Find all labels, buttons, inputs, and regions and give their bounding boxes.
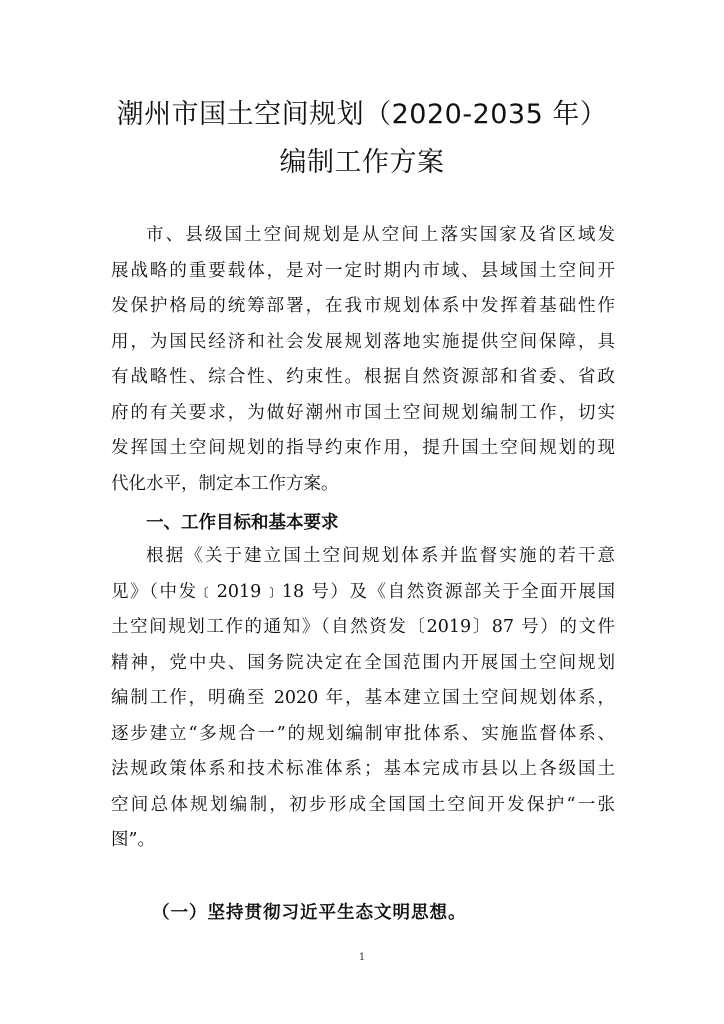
paragraph-line: 发挥国土空间规划的指导约束作用，提升国土空间规划的现 bbox=[111, 438, 615, 458]
paragraph-line: 市、县级国土空间规划是从空间上落实国家及省区域发 bbox=[146, 225, 615, 245]
paragraph-line: 发保护格局的统筹部署，在我市规划体系中发挥着基础性作 bbox=[111, 296, 615, 316]
subsection-heading-ecology: （一）坚持贯彻习近平生态文明思想。 bbox=[152, 903, 467, 923]
document-title-line1: 潮州市国土空间规划（2020-2035 年） bbox=[116, 99, 608, 130]
document-title-line2: 编制工作方案 bbox=[279, 147, 445, 178]
paragraph-line: 展战略的重要载体，是对一定时期内市域、县域国土空间开 bbox=[111, 260, 615, 281]
paragraph-line: 逐步建立“多规合一”的规划编制审批体系、实施监督体系、 bbox=[111, 723, 615, 744]
intro-paragraph bbox=[111, 218, 615, 502]
paragraph-line: 空间总体规划编制，初步形成全国国土空间开发保护“一张 bbox=[111, 794, 615, 815]
paragraph-line: 府的有关要求，为做好潮州市国土空间规划编制工作，切实 bbox=[111, 402, 615, 423]
paragraph-line: 用，为国民经济和社会发展规划落地实施提供空间保障，具 bbox=[111, 331, 615, 352]
paragraph-line: 有战略性、综合性、约束性。根据自然资源部和省委、省政 bbox=[111, 367, 615, 387]
page-number: 1 bbox=[358, 952, 366, 963]
paragraph-line: 精神，党中央、国务院决定在全国范围内开展国土空间规划 bbox=[111, 652, 615, 673]
paragraph-line: 图”。 bbox=[111, 830, 155, 850]
paragraph-line: 代化水平，制定本工作方案。 bbox=[111, 473, 339, 494]
paragraph-line: 法规政策体系和技术标准体系；基本完成市县以上各级国土 bbox=[111, 759, 615, 779]
paragraph-line: 见》（中发﹝2019﹞18 号）及《自然资源部关于全面开展国 bbox=[111, 581, 615, 602]
section-heading-goals: 一、工作目标和基本要求 bbox=[146, 513, 339, 533]
paragraph-line: 编制工作，明确至 2020 年，基本建立国土空间规划体系， bbox=[111, 688, 615, 708]
section1-paragraph bbox=[111, 539, 615, 859]
paragraph-line: 土空间规划工作的通知》（自然资发〔2019〕87 号）的文件 bbox=[111, 617, 615, 637]
paragraph-line: 根据《关于建立国土空间规划体系并监督实施的若干意 bbox=[146, 546, 615, 566]
